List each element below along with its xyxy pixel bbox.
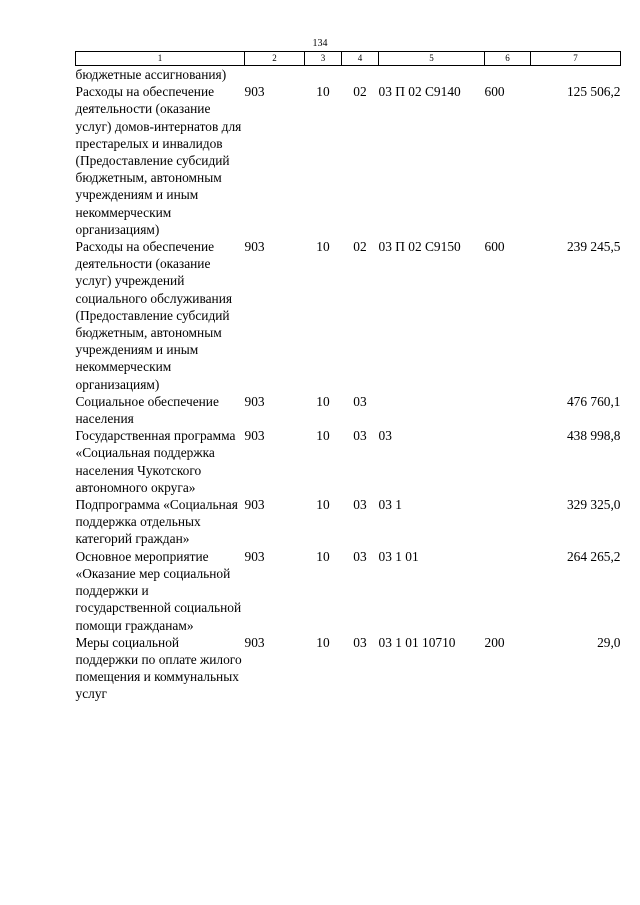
expense-type-code: 600 (484, 239, 505, 255)
amount: 264 265,2 (566, 548, 621, 564)
column-header: 3 (305, 52, 342, 66)
column-header: 5 (379, 52, 485, 66)
expense-type-code (485, 427, 531, 496)
expense-name: Меры социальной поддержки по оплате жилого помещения и коммунальных услуг (75, 634, 242, 702)
grbs-code: 903 (244, 428, 265, 444)
expense-type-code: 200 (484, 634, 505, 650)
target-code: 03 (378, 428, 392, 444)
subsection-code: 03 (353, 497, 367, 513)
table-row (76, 238, 621, 393)
section-code: 10 (316, 634, 330, 650)
target-code: 03 П 02 С9140 (378, 84, 461, 100)
section-code: 10 (316, 428, 330, 444)
target-code: 03 1 01 (378, 548, 419, 564)
expense-name: Расходы на обеспечение деятельности (оказание услуг) учреждений социального обслуживания (Предоставление субсидий бюджетным, автономным учреждениям и иным некоммерческим организациям) (75, 239, 233, 392)
grbs-code: 903 (244, 84, 265, 100)
section-code: 10 (316, 84, 330, 100)
grbs-code: 903 (244, 634, 265, 650)
expense-name: Социальное обеспечение населения (75, 393, 219, 427)
amount: 125 506,2 (566, 84, 621, 100)
amount: 438 998,8 (566, 428, 621, 444)
column-header: 7 (531, 52, 621, 66)
expense-type-code (485, 548, 531, 634)
grbs-code: 903 (244, 548, 265, 564)
column-header: 1 (76, 52, 245, 66)
expense-name: Подпрограмма «Социальная поддержка отдельных категорий граждан» (75, 497, 238, 547)
target-code: 03 1 01 10710 (378, 634, 456, 650)
expense-name: бюджетные ассигнования) (75, 67, 227, 82)
section-code (305, 66, 342, 84)
table-row (76, 83, 621, 238)
target-code: 03 П 02 С9150 (378, 239, 461, 255)
amount: 29,0 (597, 634, 621, 650)
subsection-code: 03 (353, 393, 367, 409)
target-code: 03 1 (378, 497, 402, 513)
target-code (379, 393, 485, 427)
section-code: 10 (316, 497, 330, 513)
subsection-code: 03 (353, 634, 367, 650)
table-row (76, 634, 621, 703)
grbs-code: 903 (244, 239, 265, 255)
subsection-code: 03 (353, 548, 367, 564)
expense-type-code: 600 (484, 84, 505, 100)
subsection-code: 02 (353, 84, 367, 100)
section-code: 10 (316, 548, 330, 564)
table-row (76, 393, 621, 427)
section-code: 10 (316, 239, 330, 255)
grbs-code: 903 (244, 497, 265, 513)
expense-type-code (485, 496, 531, 548)
column-header: 4 (342, 52, 379, 66)
grbs-code: 903 (244, 393, 265, 409)
grbs-code (245, 66, 305, 84)
subsection-code (342, 66, 379, 84)
column-number-header-row (76, 52, 621, 66)
column-header: 2 (245, 52, 305, 66)
amount: 329 325,0 (566, 497, 621, 513)
target-code (379, 66, 485, 84)
expense-name: Государственная программа «Социальная поддержка населения Чукотского автономного округа» (75, 428, 236, 495)
section-code: 10 (316, 393, 330, 409)
table-row (76, 66, 621, 84)
table-row (76, 427, 621, 496)
expense-name: Расходы на обеспечение деятельности (оказание услуг) домов-интернатов для престарелых и инвалидов (Предоставление субсидий бюджетным, автономным учреждениям и иным некоммерческим организациям) (75, 84, 242, 237)
table-row (76, 548, 621, 634)
amount: 476 760,1 (566, 393, 621, 409)
amount (531, 66, 621, 84)
expense-type-code (485, 66, 531, 84)
amount: 239 245,5 (566, 239, 621, 255)
page-number: 134 (312, 38, 328, 49)
expense-type-code (485, 393, 531, 427)
budget-table (75, 51, 621, 703)
subsection-code: 03 (353, 428, 367, 444)
column-header: 6 (485, 52, 531, 66)
expense-name: Основное мероприятие «Оказание мер социальной поддержки и государственной социальной помощи гражданам» (75, 548, 242, 633)
subsection-code: 02 (353, 239, 367, 255)
table-row (76, 496, 621, 548)
